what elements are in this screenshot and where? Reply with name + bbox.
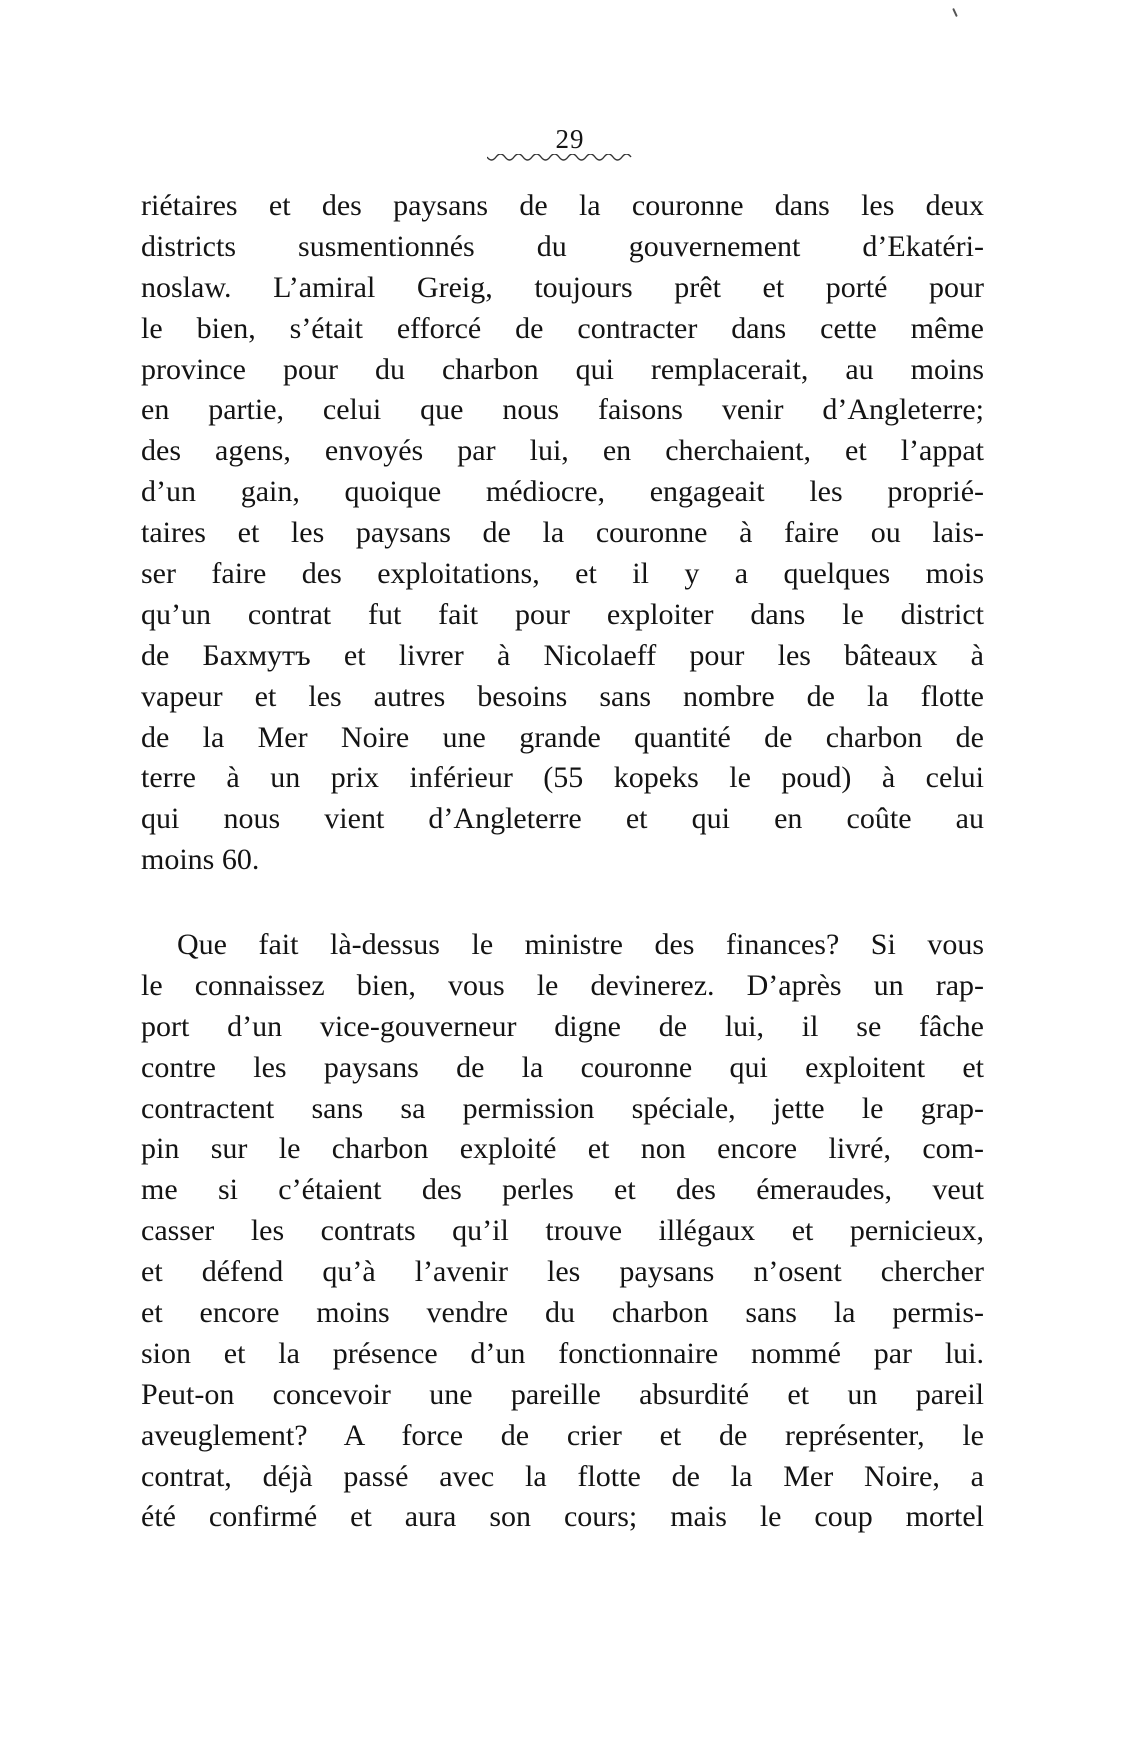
text-line: port d’un vice-gouverneur digne de lui, il se fâche <box>141 1009 984 1043</box>
text-line: contrat, déjà passé avec la flotte de la Mer Noire, a <box>141 1459 984 1493</box>
text-line: contractent sans sa permission spéciale, jette le grap- <box>141 1091 984 1125</box>
text-line: Que fait là-dessus le ministre des finances? Si vous <box>177 928 984 961</box>
text-line: Peut-on concevoir une pareille absurdité et un pareil <box>141 1377 984 1411</box>
text-line: me si c’étaient des perles et des émeraudes, veut <box>141 1173 984 1207</box>
page-number: 29 <box>555 124 585 154</box>
text-line: été confirmé et aura son cours; mais le coup mortel <box>141 1500 984 1534</box>
text-line: sion et la présence d’un fonctionnaire nommé par lui. <box>141 1336 984 1370</box>
text-line: terre à un prix inférieur (55 kopeks le poud) à celui <box>141 761 984 795</box>
scan-speck <box>952 8 958 17</box>
text-line: en partie, celui que nous faisons venir d’Angleterre; <box>141 393 984 427</box>
text-line: des agens, envoyés par lui, en cherchaient, et l’appat <box>141 434 984 468</box>
text-line: qu’un contrat fut fait pour exploiter dans le district <box>141 597 984 631</box>
text-line: de Бахмутъ et livrer à Nicolaeff pour les bâteaux à <box>141 638 984 672</box>
text-line: et encore moins vendre du charbon sans la permis- <box>141 1296 984 1330</box>
text-line: moins 60. <box>141 843 260 877</box>
text-line: et défend qu’à l’avenir les paysans n’osent chercher <box>141 1255 984 1289</box>
text-line: qui nous vient d’Angleterre et qui en coûte au <box>141 802 984 836</box>
text-line: noslaw. L’amiral Greig, toujours prêt et porté pour <box>141 270 984 304</box>
text-line: contre les paysans de la couronne qui exploitent et <box>141 1050 984 1084</box>
text-line: ser faire des exploitations, et il y a quelques mois <box>141 557 984 591</box>
text-line: casser les contrats qu’il trouve illégaux et pernicieux, <box>141 1214 984 1248</box>
text-line: districts susmentionnés du gouvernement d’Ekatéri- <box>141 229 984 263</box>
text-line: taires et les paysans de la couronne à faire ou lais- <box>141 516 984 550</box>
text-line: de la Mer Noire une grande quantité de charbon de <box>141 720 984 754</box>
text-line: province pour du charbon qui remplacerait, au moins <box>141 352 984 386</box>
wavy-rule-ornament <box>487 154 632 164</box>
text-line: d’un gain, quoique médiocre, engageait les proprié- <box>141 475 984 509</box>
text-line: le connaissez bien, vous le devinerez. D’après un rap- <box>141 968 984 1002</box>
paragraph-2 <box>141 925 984 1538</box>
text-line: pin sur le charbon exploité et non encore livré, com- <box>141 1132 984 1166</box>
text-line: le bien, s’était efforcé de contracter dans cette même <box>141 311 984 345</box>
text-line: vapeur et les autres besoins sans nombre de la flotte <box>141 679 984 713</box>
text-line: aveuglement? A force de crier et de représenter, le <box>141 1418 984 1452</box>
text-line: riétaires et des paysans de la couronne dans les deux <box>141 189 984 222</box>
paragraph-1 <box>141 186 984 881</box>
